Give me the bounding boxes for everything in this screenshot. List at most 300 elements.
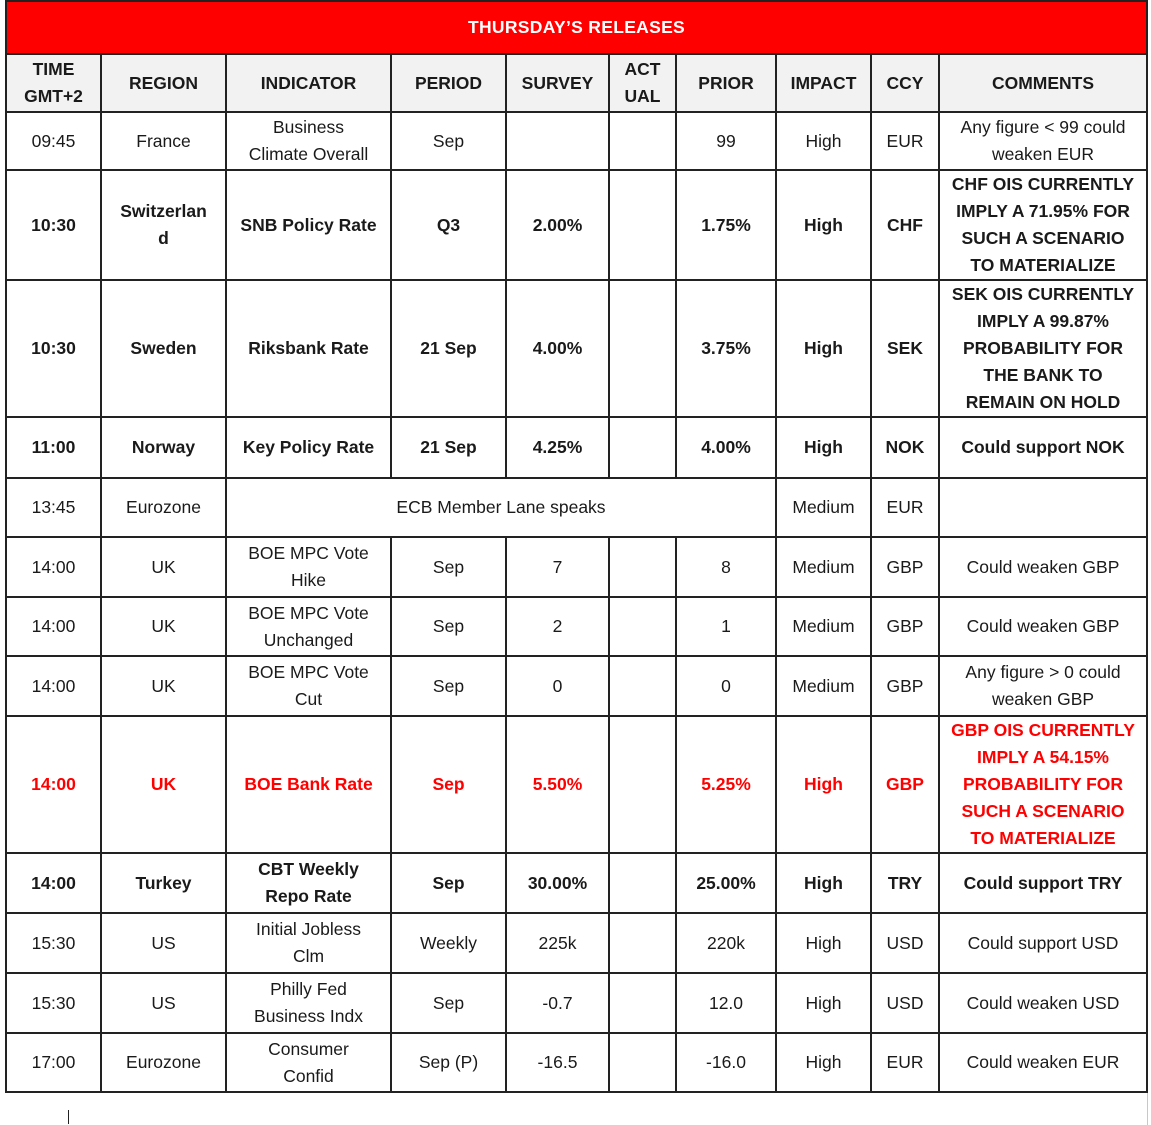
table-row [6,1033,1147,1092]
actual-cell [609,913,676,973]
survey-cell [506,716,609,853]
impact-cell-text: Medium [792,616,855,636]
comments-cell-text: weaken GBP [991,689,1095,709]
impact-cell-text: Medium [792,556,855,577]
region-cell [101,656,226,716]
survey-cell-text: -0.7 [542,992,573,1013]
actual-cell [609,170,676,280]
ccy-cell [871,716,939,853]
prior-cell-text: 25.00% [696,872,756,893]
impact-cell-text: High [805,1052,842,1072]
ccy-cell-text: GBP [886,556,924,577]
comments-cell [939,973,1147,1033]
impact-cell [776,170,871,280]
merged-indicator-cell [226,478,776,537]
indicator-cell-text: Climate Overall [248,144,369,164]
prior-cell [676,537,776,597]
column-header-survey [506,54,609,112]
survey-cell [506,853,609,913]
prior-cell-text: 12.0 [708,992,744,1013]
period-cell [391,170,506,280]
comments-cell [939,112,1147,170]
impact-cell [776,973,871,1033]
impact-cell [776,853,871,913]
ccy-cell-text: EUR [886,497,924,517]
survey-cell [506,537,609,597]
column-header-label: CCY [886,72,924,93]
table-body [6,112,1147,1092]
ccy-cell [871,656,939,716]
time-cell-text: 11:00 [31,437,76,457]
indicator-cell [226,417,391,478]
time-cell-text: 10:30 [31,338,76,358]
indicator-cell [226,973,391,1033]
region-cell-text: Switzerlan [120,201,207,221]
merged-indicator-cell-text: ECB Member Lane speaks [396,497,606,517]
indicator-cell [226,913,391,973]
prior-cell [676,170,776,280]
time-cell [6,478,101,537]
header-row [6,54,1147,112]
ccy-cell-text: TRY [887,872,923,893]
region-cell [101,853,226,913]
time-cell-text: 14:00 [31,872,76,893]
ccy-cell-text: NOK [885,437,925,457]
comments-cell-text: GBP OIS CURRENTLY [951,720,1135,740]
region-cell-text: Norway [131,437,196,457]
comments-cell-text: REMAIN ON HOLD [965,392,1121,412]
column-header-label-line2: GMT+2 [24,86,83,106]
survey-cell-text: 7 [552,556,563,577]
table-row [6,973,1147,1033]
survey-cell [506,1033,609,1092]
region-cell [101,280,226,417]
period-cell-text: Sep [432,992,465,1013]
comments-cell-text: Could support NOK [961,437,1125,457]
indicator-cell-text: Unchanged [263,629,354,650]
actual-cell [609,973,676,1033]
impact-cell-text: Medium [792,675,855,696]
period-cell [391,537,506,597]
survey-cell [506,280,609,417]
column-header-label: IMPACT [790,72,857,93]
column-header-label: PRIOR [698,72,754,93]
ccy-cell-text: GBP [886,675,924,696]
period-cell [391,1033,506,1092]
indicator-cell-text: Business [272,117,344,137]
indicator-cell [226,656,391,716]
ccy-cell [871,417,939,478]
comments-cell [939,417,1147,478]
region-cell [101,478,226,537]
region-cell [101,973,226,1033]
period-cell-text: Weekly [419,932,478,953]
indicator-cell-text: BOE Bank Rate [244,774,373,794]
period-cell-text: 21 Sep [420,338,477,358]
prior-cell [676,716,776,853]
impact-cell-text: High [804,872,843,893]
column-header-label: PERIOD [414,72,483,93]
survey-cell-text: 5.50% [532,774,583,794]
survey-cell [506,973,609,1033]
indicator-cell-text: Confid [283,1065,334,1086]
survey-cell [506,112,609,170]
prior-cell-text: 1 [721,616,731,636]
region-cell [101,537,226,597]
comments-cell [939,716,1147,853]
time-cell-text: 14:00 [31,556,76,577]
region-cell [101,716,226,853]
column-header-label: COMMENTS [991,72,1095,93]
time-cell [6,853,101,913]
indicator-cell-text: Clm [292,946,325,966]
impact-cell-text: High [805,992,842,1013]
time-cell-text: 15:30 [31,932,76,953]
table-row [6,716,1147,853]
comments-cell [939,913,1147,973]
period-cell [391,280,506,417]
prior-cell [676,973,776,1033]
prior-cell [676,280,776,417]
prior-cell-text: -16.0 [706,1052,746,1072]
column-header-label: INDICATOR [260,72,357,93]
indicator-cell-text: SNB Policy Rate [240,214,377,235]
column-header-label: REGION [128,72,199,93]
region-cell-text: Eurozone [126,497,201,517]
comments-cell [939,170,1147,280]
ccy-cell-text: USD [886,932,924,953]
table-title: THURSDAY’S RELEASES [6,1,1147,54]
comments-cell-text: Could weaken GBP [966,616,1120,636]
prior-cell-text: 8 [721,556,731,577]
survey-cell [506,170,609,280]
ccy-cell-text: USD [886,992,924,1013]
column-header-comments [939,54,1147,112]
comments-cell [939,478,1147,537]
prior-cell-text: 99 [716,130,736,151]
indicator-cell-text: CBT Weekly [258,859,359,879]
comments-cell-text: Could weaken GBP [966,556,1120,577]
impact-cell-text: High [804,214,843,235]
ccy-cell [871,170,939,280]
ccy-cell-text: CHF [887,214,923,235]
column-header-label-line2: UAL [624,86,661,106]
table-row [6,537,1147,597]
indicator-cell [226,597,391,656]
time-cell [6,973,101,1033]
releases-table [5,0,1148,1093]
column-header-ccy [871,54,939,112]
prior-cell [676,913,776,973]
column-header-period [391,54,506,112]
table-row [6,280,1147,417]
indicator-cell-text: Philly Fed [270,979,347,999]
actual-cell [609,597,676,656]
prior-cell [676,417,776,478]
column-header-label: ACT [624,59,661,79]
comments-cell-text: weaken EUR [991,144,1095,164]
text-cursor [68,1110,69,1124]
comments-cell-text: TO MATERIALIZE [970,255,1116,275]
period-cell-text: Q3 [436,214,461,235]
period-cell-text: Sep [432,130,465,151]
comments-cell [939,537,1147,597]
survey-cell [506,913,609,973]
ccy-cell [871,112,939,170]
impact-cell [776,913,871,973]
impact-cell [776,716,871,853]
period-cell-text: Sep [432,774,465,794]
column-header-actual [609,54,676,112]
time-cell [6,913,101,973]
region-cell [101,170,226,280]
comments-cell-text: Any figure > 0 could [965,662,1121,682]
indicator-cell [226,853,391,913]
impact-cell [776,656,871,716]
region-cell-text: UK [151,675,176,696]
table-row [6,478,1147,537]
indicator-cell [226,112,391,170]
indicator-cell-text: Consumer [268,1038,349,1059]
comments-cell-text: CHF OIS CURRENTLY [951,174,1135,194]
time-cell [6,112,101,170]
table-row [6,913,1147,973]
time-cell [6,537,101,597]
actual-cell [609,656,676,716]
impact-cell [776,112,871,170]
comments-cell-text: TO MATERIALIZE [970,828,1116,848]
time-cell [6,656,101,716]
region-cell-text: Turkey [135,872,192,893]
ccy-cell-text: GBP [886,616,924,636]
actual-cell [609,417,676,478]
region-cell-text: France [136,130,191,151]
prior-cell [676,1033,776,1092]
column-header-region [101,54,226,112]
region-cell [101,1033,226,1092]
impact-cell [776,417,871,478]
time-cell [6,1033,101,1092]
indicator-cell-text: Repo Rate [265,886,352,906]
survey-cell [506,597,609,656]
comments-cell-text: THE BANK TO [983,365,1103,385]
comments-cell-text: SEK OIS CURRENTLY [951,284,1135,304]
region-cell-text: UK [150,774,177,794]
region-cell-text: d [158,228,169,248]
comments-cell-text: Any figure < 99 could [960,117,1126,137]
time-cell [6,280,101,417]
table-row [6,853,1147,913]
comments-cell [939,280,1147,417]
period-cell-text: Sep [432,616,465,636]
comments-cell [939,853,1147,913]
ccy-cell [871,478,939,537]
actual-cell [609,1033,676,1092]
column-header-label: SURVEY [521,72,594,93]
ccy-cell-text: EUR [886,1052,924,1072]
comments-cell-text: IMPLY A 71.95% FOR [956,201,1130,221]
comments-cell-text: Could weaken EUR [966,1052,1120,1072]
actual-cell [609,716,676,853]
prior-cell [676,656,776,716]
impact-cell [776,537,871,597]
period-cell [391,853,506,913]
impact-cell-text: Medium [792,497,855,517]
period-cell-text: Sep [432,675,465,696]
actual-cell [609,280,676,417]
time-cell-text: 15:30 [31,992,76,1013]
region-cell-text: US [151,992,176,1013]
ccy-cell-text: GBP [886,774,924,794]
time-cell [6,170,101,280]
impact-cell-text: High [804,774,843,794]
period-cell [391,597,506,656]
region-cell-text: Sweden [130,338,197,358]
period-cell [391,973,506,1033]
impact-cell-text: High [805,130,842,151]
column-header-label: TIME [32,59,75,79]
time-cell-text: 17:00 [31,1052,76,1072]
period-cell-text: Sep (P) [418,1052,479,1072]
impact-cell-text: High [804,437,843,457]
indicator-cell-text: BOE MPC Vote [248,543,369,563]
column-header-indicator [226,54,391,112]
comments-cell-text: Could weaken USD [966,992,1120,1013]
indicator-cell [226,1033,391,1092]
comments-cell-text: SUCH A SCENARIO [961,228,1125,248]
region-cell [101,112,226,170]
ccy-cell-text: SEK [887,338,923,358]
comments-cell [939,597,1147,656]
indicator-cell [226,537,391,597]
survey-cell [506,656,609,716]
impact-cell [776,1033,871,1092]
time-cell-text: 10:30 [31,214,76,235]
survey-cell [506,417,609,478]
survey-cell-text: -16.5 [537,1052,578,1072]
column-header-time [6,54,101,112]
indicator-cell-text: BOE MPC Vote [248,662,369,682]
title-row [6,1,1147,54]
table-row [6,170,1147,280]
ccy-cell [871,1033,939,1092]
comments-cell-text: Could support TRY [963,872,1123,893]
comments-cell-text: PROBABILITY FOR [962,338,1124,358]
impact-cell [776,280,871,417]
comments-cell [939,1033,1147,1092]
period-cell [391,112,506,170]
impact-cell-text: High [805,932,842,953]
region-cell-text: UK [151,556,176,577]
period-cell [391,913,506,973]
ccy-cell [871,913,939,973]
survey-cell-text: 4.25% [532,437,583,457]
indicator-cell-text: Initial Jobless [255,919,362,939]
column-header-prior [676,54,776,112]
period-cell-text: Sep [432,556,465,577]
comments-cell-text: IMPLY A 99.87% [977,311,1109,331]
comments-cell-text: PROBABILITY FOR [962,774,1124,794]
table-row [6,656,1147,716]
comments-cell-text: SUCH A SCENARIO [961,801,1125,821]
actual-cell [609,112,676,170]
period-cell [391,656,506,716]
time-cell [6,716,101,853]
ccy-cell [871,280,939,417]
prior-cell-text: 220k [707,932,745,953]
indicator-cell-text: Hike [290,570,326,590]
table-row [6,417,1147,478]
survey-cell-text: 4.00% [532,338,583,358]
prior-cell-text: 3.75% [701,338,751,358]
indicator-cell-text: Key Policy Rate [242,437,375,457]
region-cell-text: Eurozone [126,1052,201,1072]
time-cell [6,417,101,478]
time-cell-text: 14:00 [31,675,76,696]
survey-cell-text: 0 [552,675,563,696]
time-cell-text: 09:45 [31,130,76,151]
ccy-cell-text: EUR [886,130,924,151]
ccy-cell [871,973,939,1033]
comments-cell-text: Could support USD [967,932,1119,953]
actual-cell [609,853,676,913]
survey-cell-text: 30.00% [527,872,588,893]
indicator-cell-text: Cut [294,689,323,709]
survey-cell-text: 2 [552,616,563,636]
time-cell-text: 13:45 [31,497,76,517]
indicator-cell [226,280,391,417]
impact-cell [776,597,871,656]
period-cell [391,417,506,478]
time-cell-text: 14:00 [31,774,76,794]
prior-cell-text: 5.25% [701,774,751,794]
prior-cell-text: 4.00% [701,437,751,457]
indicator-cell [226,170,391,280]
prior-cell [676,597,776,656]
ccy-cell [871,597,939,656]
impact-cell-text: High [804,338,843,358]
region-cell [101,417,226,478]
comments-cell [939,656,1147,716]
survey-cell-text: 2.00% [532,214,583,235]
impact-cell [776,478,871,537]
prior-cell-text: 0 [721,675,731,696]
prior-cell [676,112,776,170]
indicator-cell [226,716,391,853]
indicator-cell-text: BOE MPC Vote [248,602,369,623]
actual-cell [609,537,676,597]
region-cell [101,597,226,656]
prior-cell [676,853,776,913]
region-cell-text: US [151,932,176,953]
prior-cell-text: 1.75% [701,214,751,235]
table-row [6,112,1147,170]
period-cell-text: 21 Sep [420,437,477,457]
time-cell-text: 14:00 [31,616,76,636]
ccy-cell [871,853,939,913]
ccy-cell [871,537,939,597]
indicator-cell-text: Riksbank Rate [248,338,369,358]
comments-cell-text: IMPLY A 54.15% [977,747,1109,767]
column-header-impact [776,54,871,112]
survey-cell-text: 225k [538,932,577,953]
table-row [6,597,1147,656]
time-cell [6,597,101,656]
period-cell-text: Sep [432,872,465,893]
indicator-cell-text: Business Indx [254,1006,363,1026]
region-cell [101,913,226,973]
period-cell [391,716,506,853]
